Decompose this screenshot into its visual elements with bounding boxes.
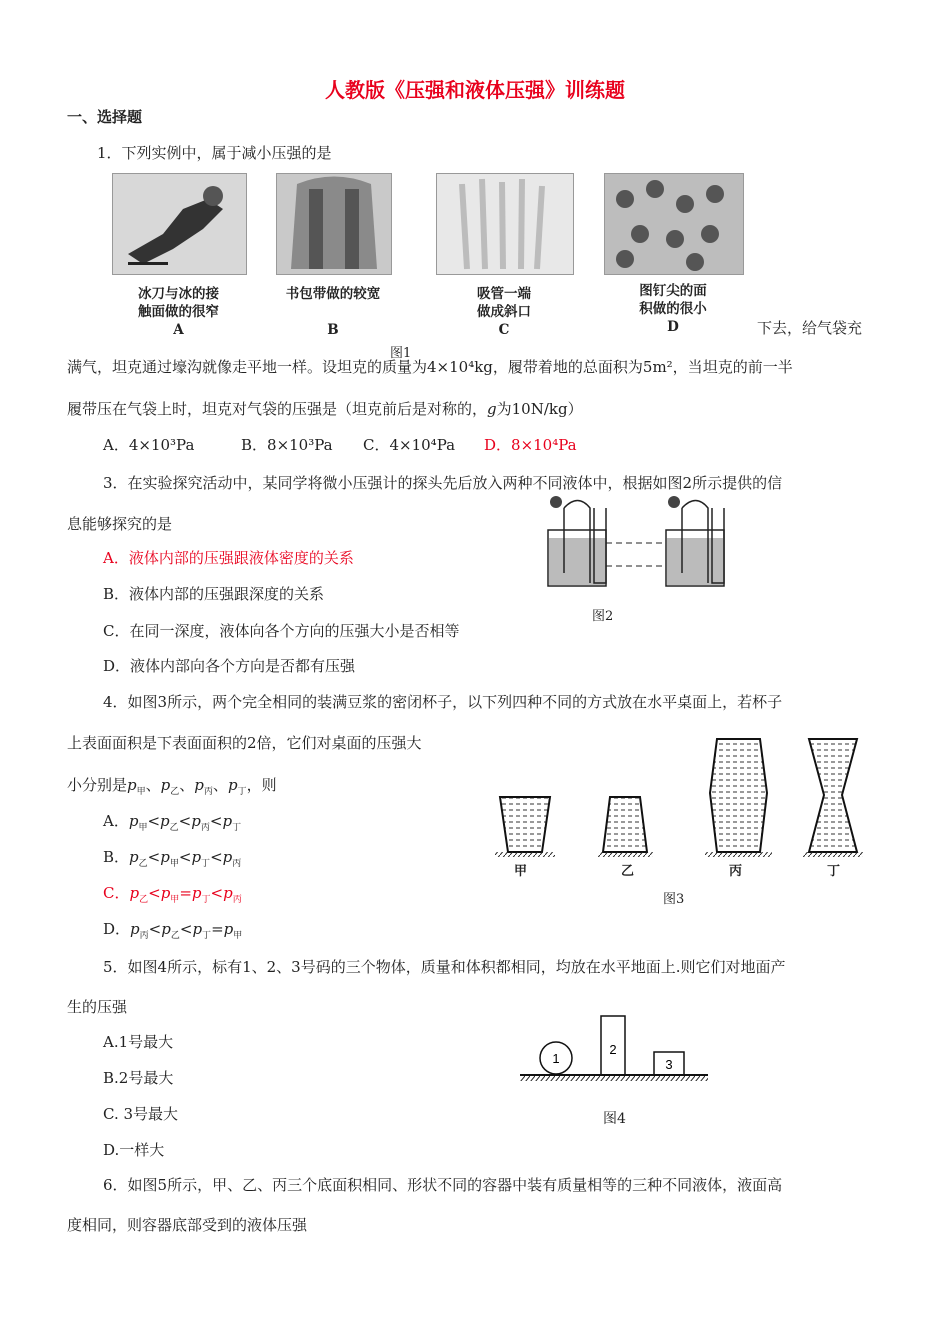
photo-a-skater [112, 173, 247, 275]
figure2-diagram [528, 488, 738, 594]
q3-line2: 息能够探究的是 [67, 515, 173, 533]
photo-d-caption: 图钉尖的面 积做的很小 D [639, 283, 707, 335]
q5-line2: 生的压强 [67, 998, 128, 1016]
q4-option-a: A．$p_甲<p_乙<p_丙<p_丁$ [103, 812, 242, 833]
q4-option-d: D．$p_丙<p_乙<p_丁=p_甲$ [103, 920, 243, 941]
q3-option-b: B．液体内部的压强跟深度的关系 [103, 585, 325, 603]
q2-line1: 满气，坦克通过壕沟就像走平地一样。设坦克的质量为4×10⁴kg，履带着地的总面积为5m²，当坦克的前一半 [67, 358, 793, 376]
cup-label-bing: 丙 [729, 864, 743, 879]
q4-option-c-answer: C．$p_乙<p_甲=p_丁<p_丙$ [103, 884, 242, 905]
q2-option-a: A．4×10³Pa [103, 436, 195, 454]
photo-a-caption: 冰刀与冰的接 触面做的很窄 A [138, 286, 219, 338]
q4-line3: 小分别是$p_甲$、$p_乙$、$p_丙$、$p_丁$，则 [67, 776, 277, 797]
q2-option-b: B．8×10³Pa [241, 436, 333, 454]
object-3-label: 3 [665, 1057, 673, 1072]
figure4-label: 图4 [603, 1111, 626, 1127]
photo-b-caption: 书包带做的较宽 B [285, 286, 381, 338]
q2-line2: 履带压在气袋上时，坦克对气袋的压强是（坦克前后是对称的，g为10N/kg） [67, 400, 583, 418]
q5-option-d: D.一样大 [103, 1141, 165, 1159]
q6-line1: 6．如图5所示，甲、乙、丙三个底面积相同、形状不同的容器中装有质量相等的三种不同液体，液面高 [103, 1176, 783, 1194]
photo-d-thumbtacks [604, 173, 744, 275]
photo-b-backpack [276, 173, 392, 275]
object-2-label: 2 [609, 1042, 617, 1057]
figure3-cups [495, 735, 870, 857]
q2-option-c: C．4×10⁴Pa [363, 436, 456, 454]
cup-label-yi: 乙 [621, 864, 635, 879]
q4-line1: 4．如图3所示，两个完全相同的装满豆浆的密闭杯子，以下列四种不同的方式放在水平桌面上，若杯子 [103, 693, 783, 711]
q1-stem: 1．下列实例中，属于减小压强的是 [97, 144, 332, 162]
q3-line1: 3．在实验探究活动中，某同学将微小压强计的探头先后放入两种不同液体中，根据如图2所示提供的信 [103, 474, 783, 492]
q3-option-d: D．液体内部向各个方向是否都有压强 [103, 657, 356, 675]
photo-c-caption: 吸管一端 做成斜口 C [477, 286, 531, 338]
q4-option-b: B．$p_乙<p_甲<p_丁<p_丙$ [103, 848, 242, 869]
object-1-label: 1 [552, 1051, 560, 1066]
q5-line1: 5．如图4所示，标有1、2、3号码的三个物体，质量和体积都相同，均放在水平地面上.则它们对地面产 [103, 958, 786, 976]
cup-label-ding: 丁 [827, 864, 841, 879]
q2-option-d-answer: D．8×10⁴Pa [484, 436, 577, 454]
q3-option-c: C．在同一深度，液体向各个方向的压强大小是否相等 [103, 622, 460, 640]
q2-fragment: 下去，给气袋充 [757, 319, 863, 337]
section-heading: 一、选择题 [67, 108, 143, 126]
figure1-label: 图1 [390, 346, 412, 361]
figure4-objects [520, 1010, 710, 1082]
q3-option-a-answer: A．液体内部的压强跟液体密度的关系 [103, 549, 354, 567]
photo-c-straws [436, 173, 574, 275]
q5-option-b: B.2号最大 [103, 1069, 174, 1087]
figure3-label: 图3 [663, 892, 685, 907]
q5-option-c: C. 3号最大 [103, 1105, 179, 1123]
cup-label-jia: 甲 [514, 864, 528, 879]
figure2-label: 图2 [592, 609, 614, 624]
q5-option-a: A.1号最大 [103, 1033, 174, 1051]
page-title: 人教版《压强和液体压强》训练题 [325, 78, 625, 102]
q4-line2: 上表面面积是下表面面积的2倍，它们对桌面的压强大 [67, 734, 422, 752]
q6-line2: 度相同，则容器底部受到的液体压强 [67, 1216, 308, 1234]
